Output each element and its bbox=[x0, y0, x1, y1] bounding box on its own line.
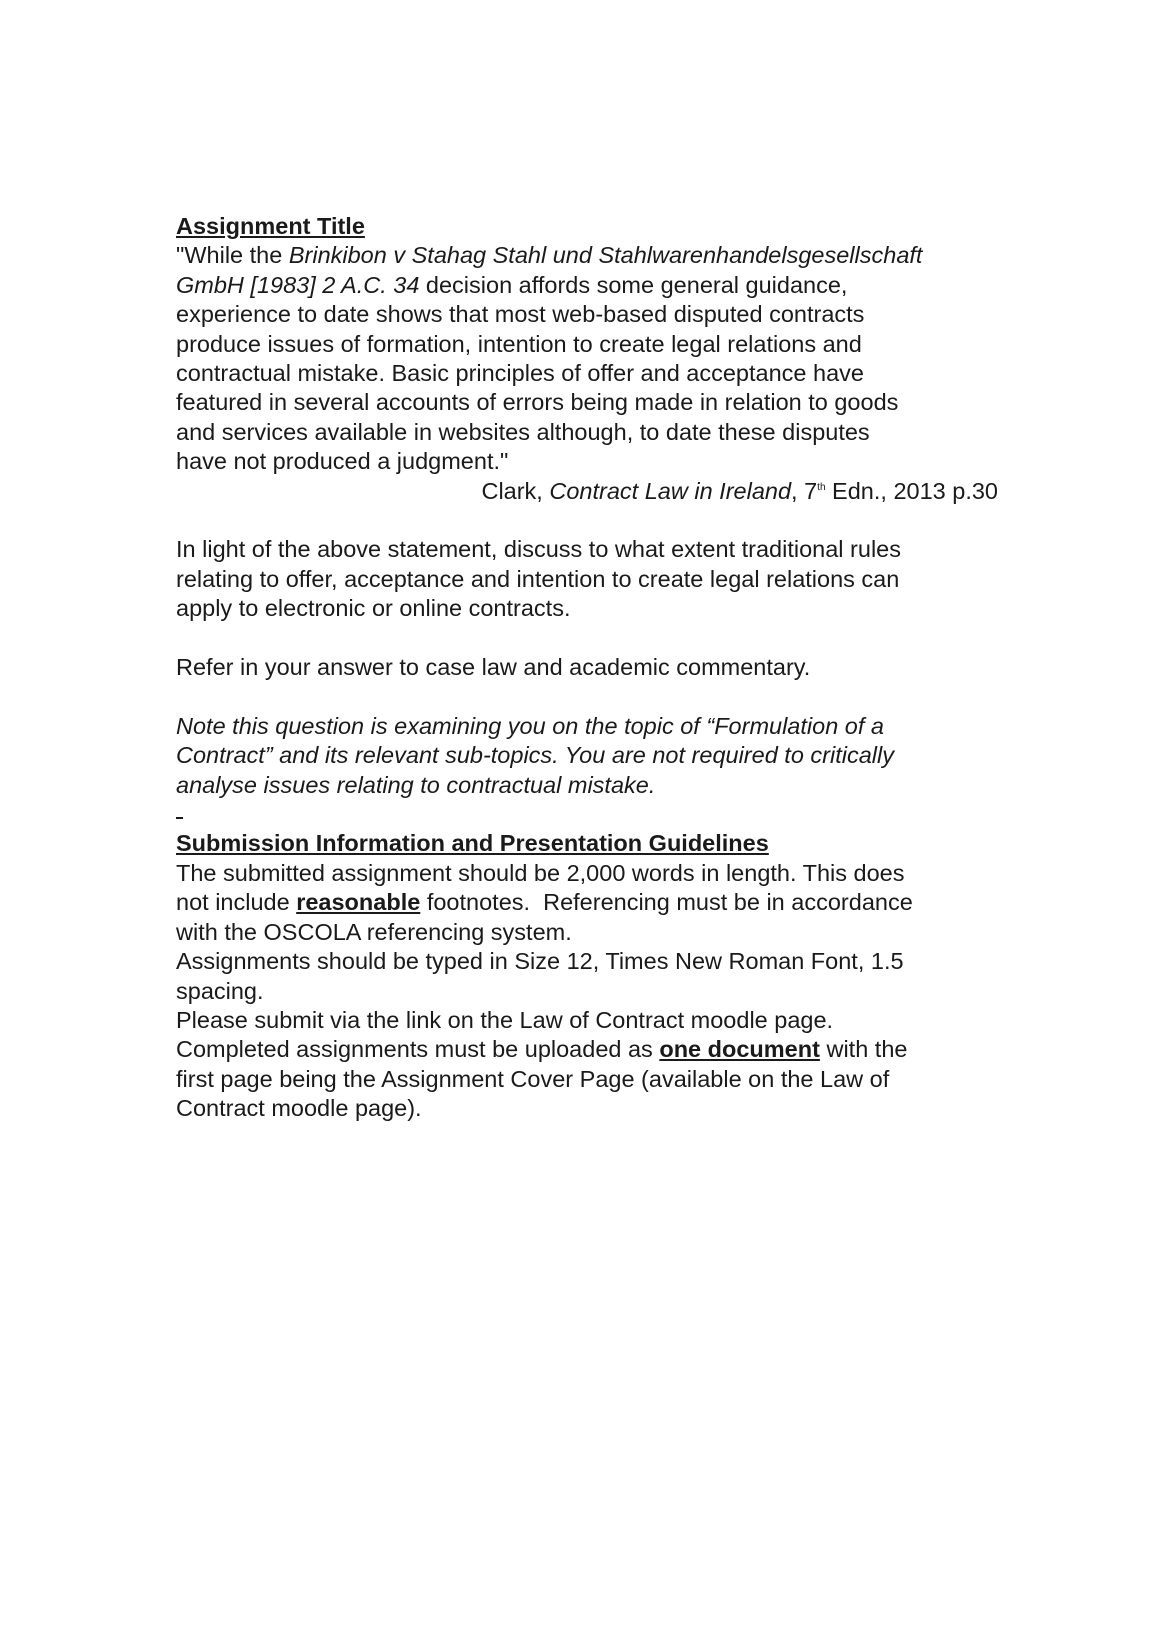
quote-text: decision affords some general guidance, bbox=[419, 271, 848, 298]
quote-line: experience to date shows that most web-based disputed contracts bbox=[176, 301, 865, 328]
quote-citation bbox=[176, 477, 1006, 506]
submission-line: Contract moodle page). bbox=[176, 1095, 422, 1122]
quote-line: have not produced a judgment." bbox=[176, 448, 509, 475]
paragraph-line: apply to electronic or online contracts. bbox=[176, 595, 571, 622]
note-line: Contract” and its relevant sub-topics. You are not required to critically bbox=[176, 742, 894, 769]
discuss-paragraph bbox=[176, 535, 1006, 623]
case-citation-italic: GmbH [1983] 2 A.C. 34 bbox=[176, 271, 420, 298]
spacer bbox=[176, 682, 1006, 711]
citation-edition-superscript: th bbox=[817, 481, 826, 493]
emphasis-reasonable: reasonable bbox=[296, 889, 421, 916]
quote-block bbox=[176, 241, 1006, 476]
citation-edition: , 7 bbox=[791, 477, 818, 504]
submission-line: Assignments should be typed in Size 12, Times New Roman Font, 1.5 bbox=[176, 948, 904, 975]
submission-line: first page being the Assignment Cover Page (available on the Law of bbox=[176, 1065, 890, 1092]
quote-line: featured in several accounts of errors being made in relation to goods bbox=[176, 389, 899, 416]
submission-text: not include bbox=[176, 889, 297, 916]
quote-line: contractual mistake. Basic principles of offer and acceptance have bbox=[176, 360, 864, 387]
note-line: analyse issues relating to contractual mistake. bbox=[176, 771, 656, 798]
document-page bbox=[176, 212, 1006, 1124]
citation-author: Clark, bbox=[481, 477, 550, 504]
submission-line bbox=[176, 1035, 1006, 1064]
submission-line: The submitted assignment should be 2,000 words in length. This does bbox=[176, 859, 905, 886]
paragraph-line: relating to offer, acceptance and intention to create legal relations can bbox=[176, 565, 900, 592]
quote-line: and services available in websites although, to date these disputes bbox=[176, 418, 870, 445]
submission-line: spacing. bbox=[176, 977, 264, 1004]
assignment-title-heading: Assignment Title bbox=[176, 213, 365, 239]
submission-line bbox=[176, 888, 1006, 917]
quote-line bbox=[176, 241, 1006, 270]
quote-text: "While the bbox=[176, 242, 289, 269]
note-line: Note this question is examining you on the topic of “Formulation of a bbox=[176, 712, 884, 739]
submission-text: footnotes. Referencing must be in accordance bbox=[420, 889, 913, 916]
quote-line bbox=[176, 271, 1006, 300]
quote-line: produce issues of formation, intention to create legal relations and bbox=[176, 330, 862, 357]
citation-edition-year-page: Edn., 2013 p.30 bbox=[825, 477, 998, 504]
spacer bbox=[176, 624, 1006, 653]
submission-paragraph bbox=[176, 859, 1006, 1124]
spacer bbox=[176, 506, 1006, 535]
citation-book-title: Contract Law in Ireland bbox=[549, 477, 792, 504]
submission-text: with the bbox=[819, 1036, 908, 1063]
submission-heading: Submission Information and Presentation Guidelines bbox=[176, 830, 769, 857]
submission-line: Please submit via the link on the Law of Contract moodle page. bbox=[176, 1006, 834, 1033]
refer-paragraph: Refer in your answer to case law and academic commentary. bbox=[176, 654, 811, 681]
underline-mark bbox=[176, 817, 183, 819]
paragraph-line: In light of the above statement, discuss to what extent traditional rules bbox=[176, 536, 901, 563]
submission-text: Completed assignments must be uploaded as bbox=[176, 1036, 660, 1063]
note-paragraph bbox=[176, 712, 1006, 800]
emphasis-one-document: one document bbox=[659, 1036, 820, 1063]
submission-line: with the OSCOLA referencing system. bbox=[176, 918, 572, 945]
underline-marker bbox=[176, 800, 1006, 829]
case-name-italic: Brinkibon v Stahag Stahl und Stahlwarenhandelsgesellschaft bbox=[288, 242, 923, 269]
